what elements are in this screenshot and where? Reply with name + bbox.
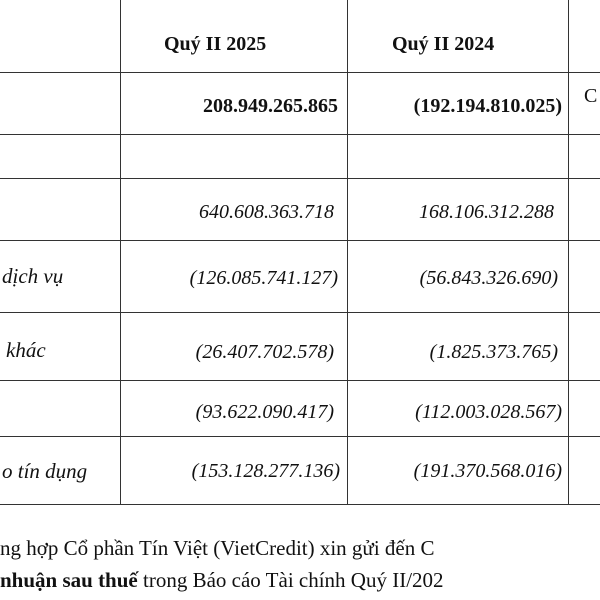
row-divider-5 xyxy=(0,380,600,381)
row-divider-6 xyxy=(0,436,600,437)
row-divider-7 xyxy=(0,504,600,505)
row-5-value-2024: (1.825.373.765) xyxy=(429,341,558,363)
column-divider-3 xyxy=(568,0,569,505)
row-5-value-2025: (26.407.702.578) xyxy=(195,341,334,363)
row-4-value-2025: (126.085.741.127) xyxy=(189,267,338,289)
row-6-value-2025: (93.622.090.417) xyxy=(195,401,334,423)
row-3-value-2024: 168.106.312.288 xyxy=(419,201,554,223)
row-5-label: khác xyxy=(6,338,46,362)
paragraph-line-2-text: trong Báo cáo Tài chính Quý II/202 xyxy=(137,568,444,592)
column-divider-1 xyxy=(120,0,121,505)
paragraph-line-1-text: ng hợp Cổ phần Tín Việt (VietCredit) xin gửi đến C xyxy=(0,536,435,560)
row-1-value-2025: 208.949.265.865 xyxy=(203,95,338,117)
row-divider-2 xyxy=(0,178,600,179)
header-quy-ii-2024: Quý II 2024 xyxy=(392,33,495,55)
row-6-value-2024: (112.003.028.567) xyxy=(415,401,562,423)
row-divider-3 xyxy=(0,240,600,241)
row-divider-1 xyxy=(0,134,600,135)
paragraph-bold-phrase: nhuận sau thuế xyxy=(0,568,138,592)
row-divider-header xyxy=(0,72,600,73)
row-1-value-2024: (192.194.810.025) xyxy=(413,95,562,117)
header-quy-ii-2025: Quý II 2025 xyxy=(164,33,267,55)
row-1-extra: C xyxy=(584,85,598,107)
row-divider-4 xyxy=(0,312,600,313)
row-3-value-2025: 640.608.363.718 xyxy=(199,201,334,223)
row-4-value-2024: (56.843.326.690) xyxy=(419,267,558,289)
row-4-label: dịch vụ xyxy=(2,264,64,288)
paragraph-line-2 xyxy=(0,566,444,594)
column-divider-2 xyxy=(347,0,348,505)
row-7-value-2024: (191.370.568.016) xyxy=(413,460,562,482)
row-7-label: o tín dụng xyxy=(2,459,88,483)
row-7-value-2025: (153.128.277.136) xyxy=(191,460,340,482)
paragraph-line-1 xyxy=(0,534,434,562)
